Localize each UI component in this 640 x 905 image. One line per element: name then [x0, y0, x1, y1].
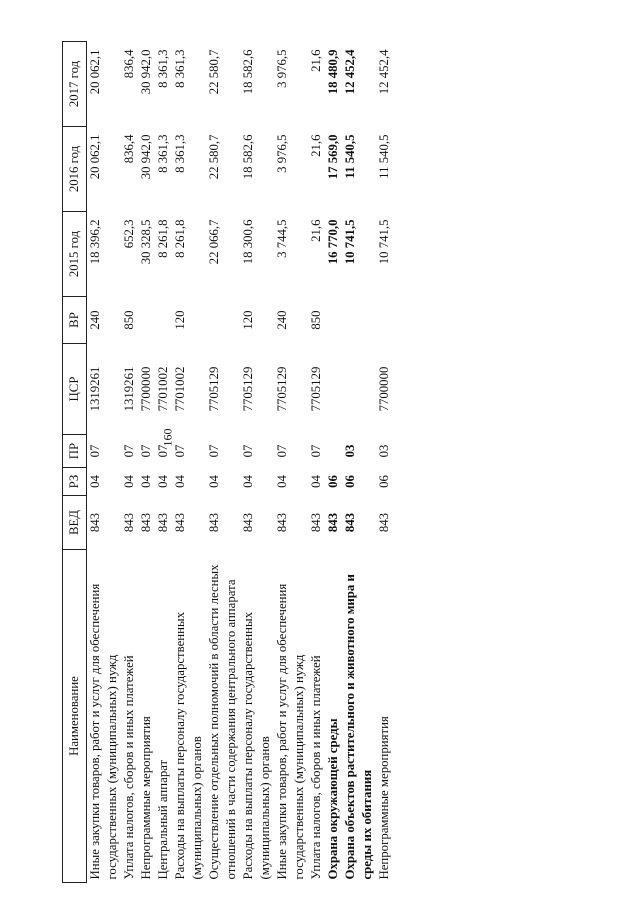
cell-y2015: 10 741,5 — [343, 219, 357, 265]
table-header-row — [63, 42, 87, 883]
cell-y2016: 17 569,0 — [326, 134, 340, 180]
cell-y2015: 21,6 — [309, 219, 323, 242]
cell-rz: 06 — [377, 475, 391, 488]
cell-vr: 120 — [241, 310, 255, 330]
cell-y2017: 22 580,7 — [207, 49, 221, 95]
cell-ved: 843 — [88, 512, 102, 533]
cell-y2016: 8 361,3 — [156, 134, 170, 173]
table-row — [172, 42, 206, 883]
cell-pr: 07 — [275, 444, 289, 458]
cell-csr: 1319261 — [122, 366, 136, 412]
cell-rz: 04 — [156, 475, 170, 488]
cell-y2016: 8 361,3 — [173, 134, 187, 173]
table-row — [342, 42, 376, 883]
cell-y2016: 22 580,7 — [207, 134, 221, 180]
header-2015: 2015 год — [63, 212, 87, 297]
cell-vr — [206, 297, 240, 344]
cell-name: Уплата налогов, сборов и иных платежей — [122, 655, 136, 880]
cell-y2017: 836,4 — [122, 49, 136, 79]
cell-pr: 07 — [88, 444, 102, 458]
cell-y2017: 30 942,0 — [139, 49, 153, 95]
cell-rz: 04 — [122, 475, 136, 488]
cell-pr: 07 — [241, 444, 255, 458]
table-row — [87, 42, 122, 883]
cell-name: Центральный аппарат — [156, 759, 170, 880]
cell-y2016: 20 062,1 — [88, 134, 102, 180]
cell-csr: 7701002 — [173, 366, 187, 412]
cell-rz: 04 — [241, 475, 255, 488]
cell-ved: 843 — [343, 512, 357, 533]
cell-csr: 7705129 — [207, 366, 221, 412]
cell-y2016: 3 976,5 — [275, 134, 289, 173]
cell-ved: 843 — [207, 512, 221, 533]
cell-y2015: 3 744,5 — [275, 219, 289, 258]
header-ved: ВЕД — [63, 496, 87, 550]
header-vr: ВР — [63, 297, 87, 344]
table-body — [87, 42, 394, 883]
cell-name: Уплата налогов, сборов и иных платежей — [309, 655, 323, 880]
cell-csr: 7705129 — [241, 366, 255, 412]
cell-rz: 04 — [88, 475, 102, 488]
cell-csr — [342, 344, 376, 435]
cell-y2015: 10 741,5 — [377, 219, 391, 265]
cell-csr: 7700000 — [377, 366, 391, 412]
cell-vr: 850 — [122, 310, 136, 330]
cell-rz: 04 — [139, 475, 153, 488]
cell-vr — [325, 297, 342, 344]
cell-ved: 843 — [377, 512, 391, 533]
cell-vr — [376, 297, 393, 344]
cell-y2016: 18 582,6 — [241, 134, 255, 180]
rotated-page — [62, 43, 582, 883]
cell-y2017: 3 976,5 — [275, 49, 289, 88]
cell-name: Иные закупки товаров, работ и услуг для обеспечения государственных (муниципальных) нужд — [275, 583, 306, 880]
cell-y2015: 8 261,8 — [156, 219, 170, 258]
table-row — [206, 42, 240, 883]
cell-rz: 04 — [309, 475, 323, 488]
cell-y2016: 11 540,5 — [343, 134, 357, 179]
table-row — [325, 42, 342, 883]
cell-y2015: 18 396,2 — [88, 219, 102, 265]
cell-y2017: 18 582,6 — [241, 49, 255, 95]
table-row — [308, 42, 325, 883]
page-number: 160 — [160, 428, 175, 447]
cell-y2015: 22 066,7 — [207, 219, 221, 265]
cell-csr: 7701002 — [156, 366, 170, 412]
cell-y2017: 8 361,3 — [173, 49, 187, 88]
budget-table — [62, 41, 393, 883]
cell-pr: 03 — [377, 444, 391, 458]
cell-pr: 03 — [343, 444, 357, 458]
cell-y2016: 21,6 — [309, 134, 323, 157]
cell-name: Расходы на выплаты персоналу государственных (муниципальных) органов — [173, 612, 204, 880]
cell-ved: 843 — [326, 512, 340, 533]
cell-pr: 07 — [309, 444, 323, 458]
cell-name: Расходы на выплаты персоналу государственных (муниципальных) органов — [241, 612, 272, 880]
cell-ved: 843 — [309, 512, 323, 533]
cell-y2017: 12 452,4 — [377, 49, 391, 95]
cell-pr — [325, 435, 342, 468]
header-csr: ЦСР — [63, 344, 87, 435]
cell-y2017: 21,6 — [309, 49, 323, 72]
cell-name: Непрограммные мероприятия — [377, 716, 391, 880]
table-row — [240, 42, 274, 883]
cell-vr: 120 — [173, 310, 187, 330]
cell-name: Охрана объектов растительного и животного мира и среды их обитания — [343, 574, 374, 880]
cell-y2015: 30 328,5 — [139, 219, 153, 265]
cell-y2015: 8 261,8 — [173, 219, 187, 258]
cell-y2015: 16 770,0 — [326, 219, 340, 265]
table-row — [155, 42, 172, 883]
cell-name: Осуществление отдельных полномочий в области лесных отношений в части содержания центрального аппарата — [207, 564, 238, 880]
cell-pr: 07 — [139, 444, 153, 458]
cell-y2016: 836,4 — [122, 134, 136, 164]
cell-ved: 843 — [173, 512, 187, 533]
cell-y2017: 20 062,1 — [88, 49, 102, 95]
table-row — [138, 42, 155, 883]
cell-ved: 843 — [156, 512, 170, 533]
cell-rz: 04 — [275, 475, 289, 488]
cell-rz: 06 — [343, 475, 357, 488]
cell-rz: 04 — [207, 475, 221, 488]
table-row — [376, 42, 393, 883]
cell-vr — [155, 297, 172, 344]
cell-vr — [138, 297, 155, 344]
cell-csr — [325, 344, 342, 435]
table-row — [274, 42, 308, 883]
cell-name: Иные закупки товаров, работ и услуг для обеспечения государственных (муниципальных) нужд — [88, 583, 119, 880]
cell-y2017: 18 480,9 — [326, 49, 340, 95]
cell-vr — [342, 297, 376, 344]
cell-rz: 06 — [326, 475, 340, 488]
header-2016: 2016 год — [63, 127, 87, 212]
cell-pr: 07 — [156, 444, 170, 458]
cell-ved: 843 — [275, 512, 289, 533]
cell-csr: 7705129 — [275, 366, 289, 412]
header-2017: 2017 год — [63, 42, 87, 127]
cell-vr: 240 — [88, 310, 102, 330]
table-row — [121, 42, 138, 883]
cell-y2015: 652,3 — [122, 219, 136, 249]
cell-ved: 843 — [122, 512, 136, 533]
cell-rz: 04 — [173, 475, 187, 488]
cell-ved: 843 — [241, 512, 255, 533]
cell-pr: 07 — [122, 444, 136, 458]
cell-vr: 240 — [275, 310, 289, 330]
cell-csr: 7700000 — [139, 366, 153, 412]
header-pr: ПР — [63, 435, 87, 468]
header-rz: РЗ — [63, 468, 87, 496]
cell-vr: 850 — [309, 310, 323, 330]
cell-csr: 1319261 — [88, 366, 102, 412]
cell-pr: 07 — [173, 444, 187, 458]
header-name: Наименование — [63, 550, 87, 883]
cell-y2015: 18 300,6 — [241, 219, 255, 265]
cell-ved: 843 — [139, 512, 153, 533]
cell-csr: 7705129 — [309, 366, 323, 412]
cell-y2016: 30 942,0 — [139, 134, 153, 180]
cell-y2017: 12 452,4 — [343, 49, 357, 95]
cell-name: Непрограммные мероприятия — [139, 716, 153, 880]
cell-name: Охрана окружающей среды — [326, 718, 340, 880]
cell-y2016: 11 540,5 — [377, 134, 391, 179]
cell-y2017: 8 361,3 — [156, 49, 170, 88]
cell-pr: 07 — [207, 444, 221, 458]
